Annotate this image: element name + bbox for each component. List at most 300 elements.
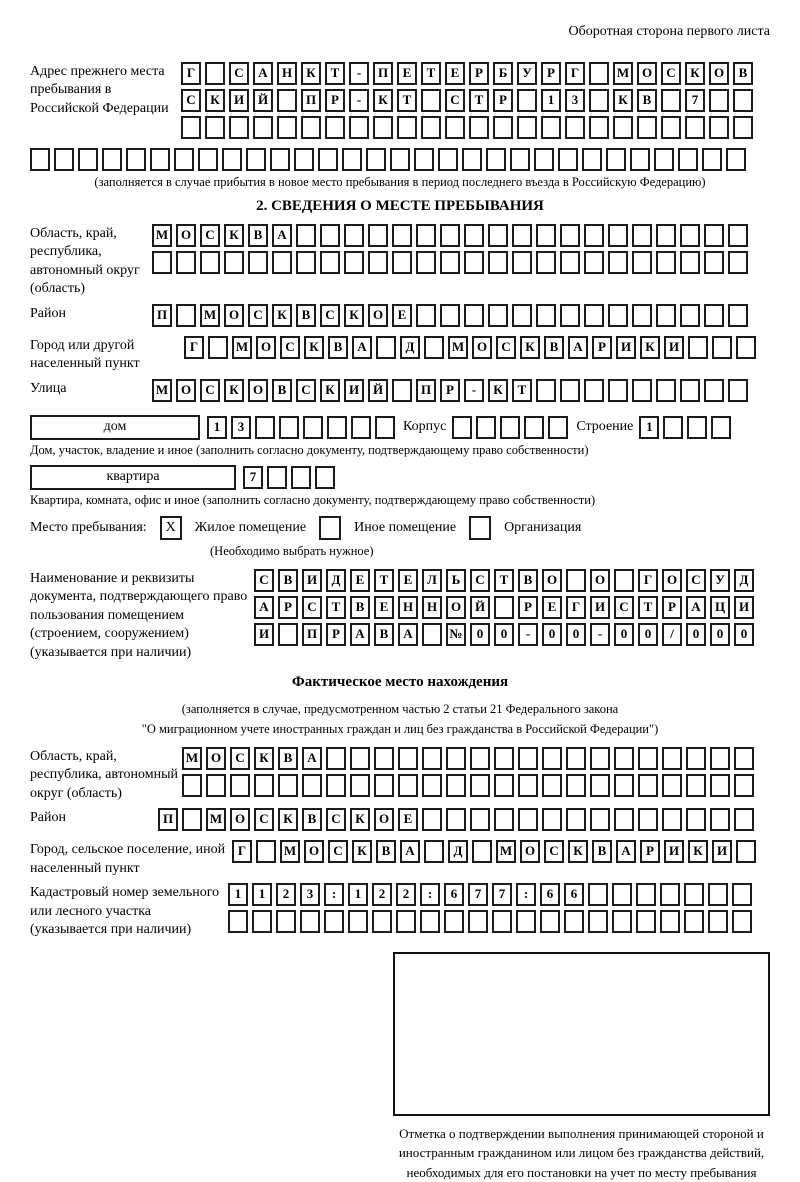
char-cell[interactable]	[510, 148, 530, 171]
char-cell[interactable]	[632, 379, 652, 402]
char-cell[interactable]: К	[520, 336, 540, 359]
char-cell[interactable]	[534, 148, 554, 171]
char-cell[interactable]: А	[398, 623, 418, 646]
char-cell[interactable]: Т	[638, 596, 658, 619]
char-cell[interactable]: Е	[397, 62, 417, 85]
char-cell[interactable]	[392, 379, 412, 402]
char-cell[interactable]	[662, 808, 682, 831]
char-cell[interactable]	[493, 116, 513, 139]
char-cell[interactable]: К	[352, 840, 372, 863]
char-cell[interactable]	[632, 251, 652, 274]
other-premises-checkbox[interactable]	[319, 516, 341, 540]
char-cell[interactable]: К	[350, 808, 370, 831]
house-type-box[interactable]: дом	[30, 415, 200, 440]
char-cell[interactable]: О	[368, 304, 388, 327]
char-cell[interactable]	[470, 747, 490, 770]
char-cell[interactable]: О	[248, 379, 268, 402]
char-cell[interactable]: К	[320, 379, 340, 402]
char-cell[interactable]	[270, 148, 290, 171]
char-cell[interactable]: Р	[326, 623, 346, 646]
char-cell[interactable]	[468, 910, 488, 933]
char-cell[interactable]	[560, 224, 580, 247]
char-cell[interactable]	[734, 747, 754, 770]
char-cell[interactable]: А	[272, 224, 292, 247]
char-cell[interactable]	[421, 116, 441, 139]
char-cell[interactable]: 0	[710, 623, 730, 646]
char-cell[interactable]: С	[296, 379, 316, 402]
char-cell[interactable]	[324, 910, 344, 933]
char-cell[interactable]	[710, 774, 730, 797]
char-cell[interactable]	[469, 116, 489, 139]
char-cell[interactable]: Д	[734, 569, 754, 592]
char-cell[interactable]: К	[272, 304, 292, 327]
char-cell[interactable]	[566, 747, 586, 770]
char-cell[interactable]	[709, 116, 729, 139]
char-cell[interactable]	[351, 416, 371, 439]
char-cell[interactable]	[342, 148, 362, 171]
char-cell[interactable]: 6	[564, 883, 584, 906]
char-cell[interactable]	[373, 116, 393, 139]
char-cell[interactable]	[54, 148, 74, 171]
char-cell[interactable]	[524, 416, 544, 439]
char-cell[interactable]	[590, 774, 610, 797]
char-cell[interactable]: В	[637, 89, 657, 112]
char-cell[interactable]	[278, 623, 298, 646]
char-cell[interactable]: Д	[326, 569, 346, 592]
char-cell[interactable]: У	[710, 569, 730, 592]
char-cell[interactable]	[636, 910, 656, 933]
char-cell[interactable]: В	[272, 379, 292, 402]
char-cell[interactable]	[685, 116, 705, 139]
char-cell[interactable]	[494, 808, 514, 831]
char-cell[interactable]	[728, 304, 748, 327]
char-cell[interactable]	[660, 910, 680, 933]
char-cell[interactable]	[541, 116, 561, 139]
char-cell[interactable]	[296, 251, 316, 274]
char-cell[interactable]	[560, 379, 580, 402]
char-cell[interactable]: Г	[181, 62, 201, 85]
char-cell[interactable]: 0	[614, 623, 634, 646]
char-cell[interactable]: С	[326, 808, 346, 831]
char-cell[interactable]: О	[374, 808, 394, 831]
char-cell[interactable]: В	[302, 808, 322, 831]
char-cell[interactable]: Д	[448, 840, 468, 863]
char-cell[interactable]	[368, 251, 388, 274]
char-cell[interactable]: :	[516, 883, 536, 906]
char-cell[interactable]: Р	[325, 89, 345, 112]
char-cell[interactable]	[494, 747, 514, 770]
char-cell[interactable]	[488, 224, 508, 247]
char-cell[interactable]	[350, 747, 370, 770]
char-cell[interactable]	[420, 910, 440, 933]
char-cell[interactable]	[732, 883, 752, 906]
char-cell[interactable]: С	[254, 808, 274, 831]
char-cell[interactable]	[566, 774, 586, 797]
char-cell[interactable]: А	[400, 840, 420, 863]
char-cell[interactable]: Й	[368, 379, 388, 402]
char-cell[interactable]	[608, 379, 628, 402]
char-cell[interactable]	[564, 910, 584, 933]
char-cell[interactable]	[638, 808, 658, 831]
char-cell[interactable]	[542, 808, 562, 831]
char-cell[interactable]	[440, 224, 460, 247]
char-cell[interactable]	[656, 379, 676, 402]
char-cell[interactable]	[711, 416, 731, 439]
char-cell[interactable]	[422, 747, 442, 770]
char-cell[interactable]	[488, 251, 508, 274]
char-cell[interactable]: 0	[686, 623, 706, 646]
char-cell[interactable]	[344, 224, 364, 247]
char-cell[interactable]: Т	[494, 569, 514, 592]
char-cell[interactable]	[687, 416, 707, 439]
char-cell[interactable]	[315, 466, 335, 489]
char-cell[interactable]: И	[712, 840, 732, 863]
char-cell[interactable]: С	[229, 62, 249, 85]
char-cell[interactable]	[614, 569, 634, 592]
char-cell[interactable]: В	[518, 569, 538, 592]
char-cell[interactable]: Ь	[446, 569, 466, 592]
char-cell[interactable]: Р	[440, 379, 460, 402]
char-cell[interactable]	[205, 62, 225, 85]
char-cell[interactable]	[656, 251, 676, 274]
char-cell[interactable]	[200, 251, 220, 274]
char-cell[interactable]: А	[254, 596, 274, 619]
char-cell[interactable]: Г	[566, 596, 586, 619]
char-cell[interactable]: В	[296, 304, 316, 327]
char-cell[interactable]: М	[613, 62, 633, 85]
char-cell[interactable]	[542, 774, 562, 797]
char-cell[interactable]	[320, 224, 340, 247]
char-cell[interactable]	[512, 251, 532, 274]
char-cell[interactable]: Т	[325, 62, 345, 85]
char-cell[interactable]: И	[229, 89, 249, 112]
char-cell[interactable]	[517, 89, 537, 112]
char-cell[interactable]	[560, 304, 580, 327]
char-cell[interactable]	[150, 148, 170, 171]
char-cell[interactable]	[472, 840, 492, 863]
char-cell[interactable]	[662, 774, 682, 797]
char-cell[interactable]	[494, 774, 514, 797]
char-cell[interactable]	[176, 251, 196, 274]
char-cell[interactable]: С	[254, 569, 274, 592]
char-cell[interactable]	[230, 774, 250, 797]
char-cell[interactable]: 0	[638, 623, 658, 646]
char-cell[interactable]	[656, 304, 676, 327]
char-cell[interactable]: Р	[469, 62, 489, 85]
char-cell[interactable]	[300, 910, 320, 933]
char-cell[interactable]: Е	[398, 808, 418, 831]
char-cell[interactable]: Е	[350, 569, 370, 592]
char-cell[interactable]: О	[709, 62, 729, 85]
char-cell[interactable]: С	[686, 569, 706, 592]
char-cell[interactable]	[630, 148, 650, 171]
char-cell[interactable]	[476, 416, 496, 439]
char-cell[interactable]	[325, 116, 345, 139]
char-cell[interactable]	[588, 883, 608, 906]
char-cell[interactable]: 0	[470, 623, 490, 646]
char-cell[interactable]	[229, 116, 249, 139]
char-cell[interactable]: Г	[638, 569, 658, 592]
char-cell[interactable]: П	[301, 89, 321, 112]
char-cell[interactable]: К	[373, 89, 393, 112]
char-cell[interactable]	[728, 224, 748, 247]
char-cell[interactable]: Г	[232, 840, 252, 863]
char-cell[interactable]: Е	[542, 596, 562, 619]
char-cell[interactable]	[637, 116, 657, 139]
char-cell[interactable]	[470, 808, 490, 831]
char-cell[interactable]: -	[590, 623, 610, 646]
char-cell[interactable]	[416, 224, 436, 247]
char-cell[interactable]	[398, 774, 418, 797]
char-cell[interactable]	[734, 774, 754, 797]
char-cell[interactable]	[542, 747, 562, 770]
char-cell[interactable]: А	[350, 623, 370, 646]
char-cell[interactable]	[584, 224, 604, 247]
char-cell[interactable]: Е	[398, 569, 418, 592]
char-cell[interactable]: М	[448, 336, 468, 359]
char-cell[interactable]: С	[181, 89, 201, 112]
char-cell[interactable]	[416, 304, 436, 327]
char-cell[interactable]	[584, 251, 604, 274]
organization-checkbox[interactable]	[469, 516, 491, 540]
char-cell[interactable]: Л	[422, 569, 442, 592]
char-cell[interactable]	[422, 808, 442, 831]
char-cell[interactable]	[252, 910, 272, 933]
char-cell[interactable]	[686, 808, 706, 831]
char-cell[interactable]: :	[324, 883, 344, 906]
char-cell[interactable]	[638, 747, 658, 770]
char-cell[interactable]	[733, 116, 753, 139]
residential-checkbox[interactable]: X	[160, 516, 182, 540]
char-cell[interactable]: 1	[348, 883, 368, 906]
char-cell[interactable]	[224, 251, 244, 274]
char-cell[interactable]: О	[176, 224, 196, 247]
char-cell[interactable]	[78, 148, 98, 171]
char-cell[interactable]	[302, 774, 322, 797]
char-cell[interactable]: У	[517, 62, 537, 85]
char-cell[interactable]	[736, 840, 756, 863]
char-cell[interactable]	[267, 466, 287, 489]
char-cell[interactable]: П	[373, 62, 393, 85]
char-cell[interactable]	[494, 596, 514, 619]
char-cell[interactable]: К	[301, 62, 321, 85]
char-cell[interactable]	[558, 148, 578, 171]
char-cell[interactable]: О	[542, 569, 562, 592]
char-cell[interactable]	[662, 747, 682, 770]
char-cell[interactable]: В	[248, 224, 268, 247]
char-cell[interactable]: П	[158, 808, 178, 831]
char-cell[interactable]	[548, 416, 568, 439]
char-cell[interactable]: С	[320, 304, 340, 327]
char-cell[interactable]	[278, 774, 298, 797]
char-cell[interactable]: 2	[276, 883, 296, 906]
char-cell[interactable]	[518, 774, 538, 797]
char-cell[interactable]	[608, 224, 628, 247]
char-cell[interactable]	[152, 251, 172, 274]
char-cell[interactable]: /	[662, 623, 682, 646]
char-cell[interactable]	[253, 116, 273, 139]
char-cell[interactable]	[518, 747, 538, 770]
char-cell[interactable]	[688, 336, 708, 359]
char-cell[interactable]	[372, 910, 392, 933]
char-cell[interactable]	[680, 304, 700, 327]
char-cell[interactable]: Т	[397, 89, 417, 112]
char-cell[interactable]: Р	[640, 840, 660, 863]
char-cell[interactable]: И	[344, 379, 364, 402]
char-cell[interactable]: -	[464, 379, 484, 402]
char-cell[interactable]	[492, 910, 512, 933]
char-cell[interactable]: П	[152, 304, 172, 327]
char-cell[interactable]	[327, 416, 347, 439]
char-cell[interactable]	[374, 774, 394, 797]
char-cell[interactable]: 0	[566, 623, 586, 646]
char-cell[interactable]: 7	[685, 89, 705, 112]
char-cell[interactable]: Р	[662, 596, 682, 619]
char-cell[interactable]	[606, 148, 626, 171]
char-cell[interactable]: К	[688, 840, 708, 863]
char-cell[interactable]	[348, 910, 368, 933]
char-cell[interactable]: О	[230, 808, 250, 831]
char-cell[interactable]	[375, 416, 395, 439]
char-cell[interactable]	[222, 148, 242, 171]
char-cell[interactable]: И	[590, 596, 610, 619]
char-cell[interactable]	[396, 910, 416, 933]
char-cell[interactable]	[248, 251, 268, 274]
char-cell[interactable]: Р	[541, 62, 561, 85]
char-cell[interactable]: Б	[493, 62, 513, 85]
char-cell[interactable]: О	[256, 336, 276, 359]
char-cell[interactable]	[612, 883, 632, 906]
char-cell[interactable]: С	[328, 840, 348, 863]
char-cell[interactable]: Р	[592, 336, 612, 359]
char-cell[interactable]: О	[446, 596, 466, 619]
char-cell[interactable]	[540, 910, 560, 933]
char-cell[interactable]	[254, 774, 274, 797]
char-cell[interactable]: О	[304, 840, 324, 863]
char-cell[interactable]	[422, 623, 442, 646]
char-cell[interactable]: К	[254, 747, 274, 770]
char-cell[interactable]	[584, 304, 604, 327]
char-cell[interactable]: 0	[494, 623, 514, 646]
char-cell[interactable]: 3	[300, 883, 320, 906]
char-cell[interactable]: К	[488, 379, 508, 402]
char-cell[interactable]	[613, 116, 633, 139]
char-cell[interactable]: Е	[445, 62, 465, 85]
char-cell[interactable]	[303, 416, 323, 439]
char-cell[interactable]: К	[685, 62, 705, 85]
char-cell[interactable]	[422, 774, 442, 797]
char-cell[interactable]: С	[200, 224, 220, 247]
char-cell[interactable]	[678, 148, 698, 171]
char-cell[interactable]: С	[614, 596, 634, 619]
char-cell[interactable]	[566, 808, 586, 831]
char-cell[interactable]	[588, 910, 608, 933]
char-cell[interactable]	[181, 116, 201, 139]
char-cell[interactable]: 0	[734, 623, 754, 646]
char-cell[interactable]: М	[280, 840, 300, 863]
char-cell[interactable]: П	[302, 623, 322, 646]
char-cell[interactable]	[446, 747, 466, 770]
char-cell[interactable]: А	[253, 62, 273, 85]
char-cell[interactable]	[728, 251, 748, 274]
char-cell[interactable]: М	[496, 840, 516, 863]
char-cell[interactable]	[582, 148, 602, 171]
char-cell[interactable]	[296, 224, 316, 247]
char-cell[interactable]: И	[734, 596, 754, 619]
char-cell[interactable]	[512, 304, 532, 327]
char-cell[interactable]	[206, 774, 226, 797]
char-cell[interactable]	[560, 251, 580, 274]
char-cell[interactable]: О	[637, 62, 657, 85]
char-cell[interactable]: С	[445, 89, 465, 112]
char-cell[interactable]	[702, 148, 722, 171]
char-cell[interactable]: П	[416, 379, 436, 402]
char-cell[interactable]	[590, 808, 610, 831]
char-cell[interactable]	[686, 774, 706, 797]
char-cell[interactable]: А	[352, 336, 372, 359]
char-cell[interactable]: 6	[540, 883, 560, 906]
char-cell[interactable]	[734, 808, 754, 831]
char-cell[interactable]: О	[590, 569, 610, 592]
char-cell[interactable]: 1	[541, 89, 561, 112]
char-cell[interactable]	[277, 89, 297, 112]
char-cell[interactable]	[608, 251, 628, 274]
char-cell[interactable]	[728, 379, 748, 402]
char-cell[interactable]: И	[302, 569, 322, 592]
char-cell[interactable]: 6	[444, 883, 464, 906]
char-cell[interactable]	[440, 251, 460, 274]
char-cell[interactable]: Г	[565, 62, 585, 85]
char-cell[interactable]	[392, 251, 412, 274]
char-cell[interactable]	[182, 774, 202, 797]
char-cell[interactable]: О	[224, 304, 244, 327]
char-cell[interactable]: Е	[392, 304, 412, 327]
char-cell[interactable]	[320, 251, 340, 274]
char-cell[interactable]: 2	[372, 883, 392, 906]
char-cell[interactable]	[30, 148, 50, 171]
char-cell[interactable]	[536, 379, 556, 402]
char-cell[interactable]	[464, 251, 484, 274]
char-cell[interactable]	[444, 910, 464, 933]
char-cell[interactable]	[512, 224, 532, 247]
char-cell[interactable]	[536, 304, 556, 327]
char-cell[interactable]	[632, 224, 652, 247]
char-cell[interactable]: В	[733, 62, 753, 85]
char-cell[interactable]	[208, 336, 228, 359]
char-cell[interactable]: О	[520, 840, 540, 863]
char-cell[interactable]	[663, 416, 683, 439]
char-cell[interactable]: 1	[207, 416, 227, 439]
char-cell[interactable]: М	[152, 379, 172, 402]
char-cell[interactable]	[368, 224, 388, 247]
char-cell[interactable]: Н	[422, 596, 442, 619]
char-cell[interactable]: Д	[400, 336, 420, 359]
char-cell[interactable]: 1	[228, 883, 248, 906]
char-cell[interactable]: Р	[493, 89, 513, 112]
char-cell[interactable]	[704, 224, 724, 247]
char-cell[interactable]	[488, 304, 508, 327]
char-cell[interactable]	[390, 148, 410, 171]
char-cell[interactable]	[614, 747, 634, 770]
char-cell[interactable]: 7	[468, 883, 488, 906]
char-cell[interactable]	[397, 116, 417, 139]
char-cell[interactable]: Н	[277, 62, 297, 85]
char-cell[interactable]	[440, 304, 460, 327]
char-cell[interactable]	[446, 774, 466, 797]
char-cell[interactable]: В	[350, 596, 370, 619]
char-cell[interactable]: Й	[253, 89, 273, 112]
char-cell[interactable]	[704, 251, 724, 274]
